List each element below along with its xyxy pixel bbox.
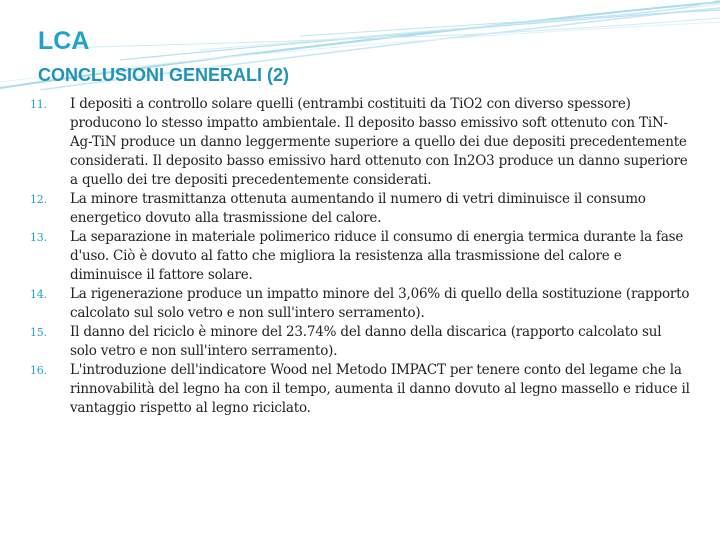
list-item-number: 13. [30,231,47,244]
list-item-text: La minore trasmittanza ottenuta aumentando il numero di vetri diminuisce il consumo energetico dovuto alla trasmissione del calore. [70,191,646,226]
conclusions-list [30,95,690,418]
list-item-number: 16. [30,364,47,377]
list-item-text: La rigenerazione produce un impatto minore del 3,06% di quello della sostituzione (rapporto calcolato sul solo vetro e non sull'intero serramento). [70,286,690,321]
slide-subtitle: CONCLUSIONI GENERALI (2) [38,65,290,85]
list-item-text: Il danno del riciclo è minore del 23.74% del danno della discarica (rapporto calcolato sul solo vetro e non sull'intero serramento). [70,324,662,359]
list-item-text: L'introduzione dell'indicatore Wood nel Metodo IMPACT per tenere conto del legame che la rinnovabilità del legno ha con il tempo, aumenta il danno dovuto al legno massello e riduce il vantaggio rispetto al legno riciclato. [70,362,690,416]
list-item-number: 11. [30,98,47,111]
list-item-text: La separazione in materiale polimerico riduce il consumo di energia termica durante la fase d'uso. Ciò è dovuto al fatto che migliora la resistenza alla trasmissione del calore e diminuisce il fattore solare. [70,229,684,283]
list-item-number: 15. [30,326,47,339]
list-item [30,285,690,323]
slide-title: LCA [38,27,90,55]
list-item [30,323,690,361]
list-item-text: I depositi a controllo solare quelli (entrambi costituiti da TiO2 con diverso spessore) producono lo stesso impatto ambientale. Il deposito basso emissivo soft ottenuto con TiN-Ag-TiN produce un danno leggermente superiore a quello dei due depositi precedentemente considerati. Il deposito basso emissivo hard ottenuto con In2O3 produce un danno superiore a quello dei tre depositi precedentemente considerati. [70,96,688,188]
list-item [30,361,690,418]
list-item-number: 14. [30,288,47,301]
list-item [30,190,690,228]
list-item [30,228,690,285]
list-item-number: 12. [30,193,47,206]
list-item [30,95,690,190]
